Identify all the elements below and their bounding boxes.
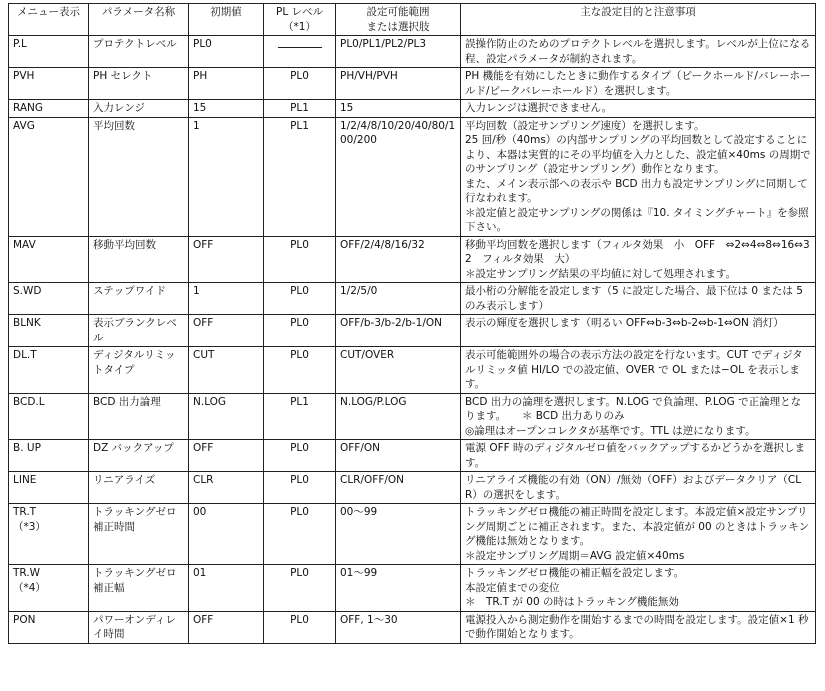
range-cell: 00～99 — [336, 504, 461, 565]
table-row — [9, 283, 816, 315]
range-cell: CLR/OFF/ON — [336, 472, 461, 504]
initial-cell: 00 — [189, 504, 264, 565]
purpose-cell: 表示可能範囲外の場合の表示方法の設定を行ないます。CUT でディジタルリミッタ値 HI/LO での設定値、OVER で OL または−OL を表示します。 — [461, 347, 816, 394]
purpose-cell: リニアライズ機能の有効（ON）/無効（OFF）およびデータクリア（CLR）の選択をします。 — [461, 472, 816, 504]
initial-cell: 15 — [189, 100, 264, 118]
name-cell: ディジタルリミットタイプ — [89, 347, 189, 394]
name-cell: 入力レンジ — [89, 100, 189, 118]
header-name: パラメータ名称 — [89, 4, 189, 36]
menu-cell: S.WD — [9, 283, 89, 315]
purpose-cell: 電源投入から測定動作を開始するまでの時間を設定します。設定値×1 秒で動作開始となります。 — [461, 611, 816, 643]
initial-cell: OFF — [189, 315, 264, 347]
initial-cell: 1 — [189, 283, 264, 315]
purpose-cell: トラッキングゼロ機能の補正時間を設定します。本設定値×設定サンプリング周期ごとに補正されます。また、本設定値が 00 のときはトラッキング機能は無効となります。 ＊設定サンプリング周期＝AVG 設定値×40ms — [461, 504, 816, 565]
initial-cell: PH — [189, 68, 264, 100]
range-cell: OFF/2/4/8/16/32 — [336, 236, 461, 283]
initial-cell: OFF — [189, 611, 264, 643]
pl-cell: PL0 — [264, 236, 336, 283]
initial-cell: N.LOG — [189, 393, 264, 440]
initial-cell: PL0 — [189, 36, 264, 68]
range-cell: OFF, 1～30 — [336, 611, 461, 643]
initial-cell: CUT — [189, 347, 264, 394]
menu-cell: RANG — [9, 100, 89, 118]
purpose-cell: 最小桁の分解能を設定します（5 に設定した場合、最下位は 0 または 5 のみ表示します） — [461, 283, 816, 315]
menu-cell: PVH — [9, 68, 89, 100]
name-cell: トラッキングゼロ補正幅 — [89, 565, 189, 612]
table-row — [9, 117, 816, 236]
header-menu: メニュー表示 — [9, 4, 89, 36]
name-cell: BCD 出力論理 — [89, 393, 189, 440]
range-cell: PH/VH/PVH — [336, 68, 461, 100]
purpose-cell: 電源 OFF 時のディジタルゼロ値をバックアップするかどうかを選択します。 — [461, 440, 816, 472]
name-cell: プロテクトレベル — [89, 36, 189, 68]
purpose-cell: 平均回数（設定サンプリング速度）を選択します。 25 回/秒（40ms）の内部サンプリングの平均回数として設定することにより、本器は実質的にその平均値を入力とした、設定値×40ms の周期でのサンプリング（設定サンプリング）動作となります。 また、メイン表示部への表示や BCD 出力も設定サンプリングに同期して行なわれます。 ＊設定値と設定サンプリングの関係は『10. タイミングチャート』を参照下さい。 — [461, 117, 816, 236]
table-row — [9, 100, 816, 118]
name-cell: 表示ブランクレベル — [89, 315, 189, 347]
menu-cell: TR.T （*3） — [9, 504, 89, 565]
dash-line — [278, 47, 322, 48]
menu-cell: BCD.L — [9, 393, 89, 440]
pl-cell: PL0 — [264, 347, 336, 394]
pl-cell: PL0 — [264, 440, 336, 472]
table-row — [9, 440, 816, 472]
table-body — [9, 36, 816, 644]
range-cell: 15 — [336, 100, 461, 118]
initial-cell: 1 — [189, 117, 264, 236]
table-row — [9, 36, 816, 68]
purpose-cell: 移動平均回数を選択します（フィルタ効果 小 OFF ⇔2⇔4⇔8⇔16⇔32 フィルタ効果 大） ＊設定サンプリング結果の平均値に対して処理されます。 — [461, 236, 816, 283]
table-row — [9, 236, 816, 283]
name-cell: ステップワイド — [89, 283, 189, 315]
pl-cell: PL1 — [264, 393, 336, 440]
table-row — [9, 472, 816, 504]
range-cell: CUT/OVER — [336, 347, 461, 394]
header-purpose: 主な設定目的と注意事項 — [461, 4, 816, 36]
menu-cell: PON — [9, 611, 89, 643]
header-row — [9, 4, 816, 36]
table-row — [9, 347, 816, 394]
menu-cell: DL.T — [9, 347, 89, 394]
header-pl-level: PL レベル （*1） — [264, 4, 336, 36]
table-row — [9, 504, 816, 565]
pl-cell: PL1 — [264, 100, 336, 118]
name-cell: パワーオンディレイ時間 — [89, 611, 189, 643]
name-cell: DZ バックアップ — [89, 440, 189, 472]
range-cell: OFF/b-3/b-2/b-1/ON — [336, 315, 461, 347]
initial-cell: 01 — [189, 565, 264, 612]
header-initial: 初期値 — [189, 4, 264, 36]
range-cell: 01～99 — [336, 565, 461, 612]
range-cell: OFF/ON — [336, 440, 461, 472]
range-cell: 1/2/4/8/10/20/40/80/100/200 — [336, 117, 461, 236]
purpose-cell: 入力レンジは選択できません。 — [461, 100, 816, 118]
name-cell: トラッキングゼロ補正時間 — [89, 504, 189, 565]
name-cell: リニアライズ — [89, 472, 189, 504]
pl-cell: PL0 — [264, 611, 336, 643]
initial-cell: OFF — [189, 236, 264, 283]
pl-cell: PL0 — [264, 565, 336, 612]
table-row — [9, 565, 816, 612]
pl-cell: PL0 — [264, 504, 336, 565]
pl-cell: PL0 — [264, 315, 336, 347]
name-cell: 移動平均回数 — [89, 236, 189, 283]
table-row — [9, 611, 816, 643]
table-row — [9, 393, 816, 440]
pl-cell — [264, 36, 336, 68]
menu-cell: LINE — [9, 472, 89, 504]
name-cell: PH セレクト — [89, 68, 189, 100]
purpose-cell: 表示の輝度を選択します（明るい OFF⇔b-3⇔b-2⇔b-1⇔ON 消灯） — [461, 315, 816, 347]
range-cell: N.LOG/P.LOG — [336, 393, 461, 440]
range-cell: PL0/PL1/PL2/PL3 — [336, 36, 461, 68]
pl-cell: PL0 — [264, 472, 336, 504]
parameter-table — [8, 3, 816, 644]
pl-cell: PL0 — [264, 283, 336, 315]
purpose-cell: BCD 出力の論理を選択します。N.LOG で負論理、P.LOG で正論理となります。 ＊ BCD 出力ありのみ ◎論理はオープンコレクタが基準です。TTL は逆になります。 — [461, 393, 816, 440]
header-range: 設定可能範囲 または選択肢 — [336, 4, 461, 36]
initial-cell: OFF — [189, 440, 264, 472]
purpose-cell: 誤操作防止のためのプロテクトレベルを選択します。レベルが上位になる程、設定パラメータが制約されます。 — [461, 36, 816, 68]
menu-cell: P.L — [9, 36, 89, 68]
menu-cell: MAV — [9, 236, 89, 283]
name-cell: 平均回数 — [89, 117, 189, 236]
menu-cell: TR.W （*4） — [9, 565, 89, 612]
table-row — [9, 68, 816, 100]
menu-cell: BLNK — [9, 315, 89, 347]
range-cell: 1/2/5/0 — [336, 283, 461, 315]
menu-cell: B. UP — [9, 440, 89, 472]
purpose-cell: PH 機能を有効にしたときに動作するタイプ（ピークホールド/バレーホールド/ピークバレーホールド）を選択します。 — [461, 68, 816, 100]
pl-cell: PL0 — [264, 68, 336, 100]
purpose-cell: トラッキングゼロ機能の補正幅を設定します。 本設定値までの変位 ＊ TR.T が 00 の時はトラッキング機能無効 — [461, 565, 816, 612]
table-row — [9, 315, 816, 347]
pl-cell: PL1 — [264, 117, 336, 236]
initial-cell: CLR — [189, 472, 264, 504]
menu-cell: AVG — [9, 117, 89, 236]
